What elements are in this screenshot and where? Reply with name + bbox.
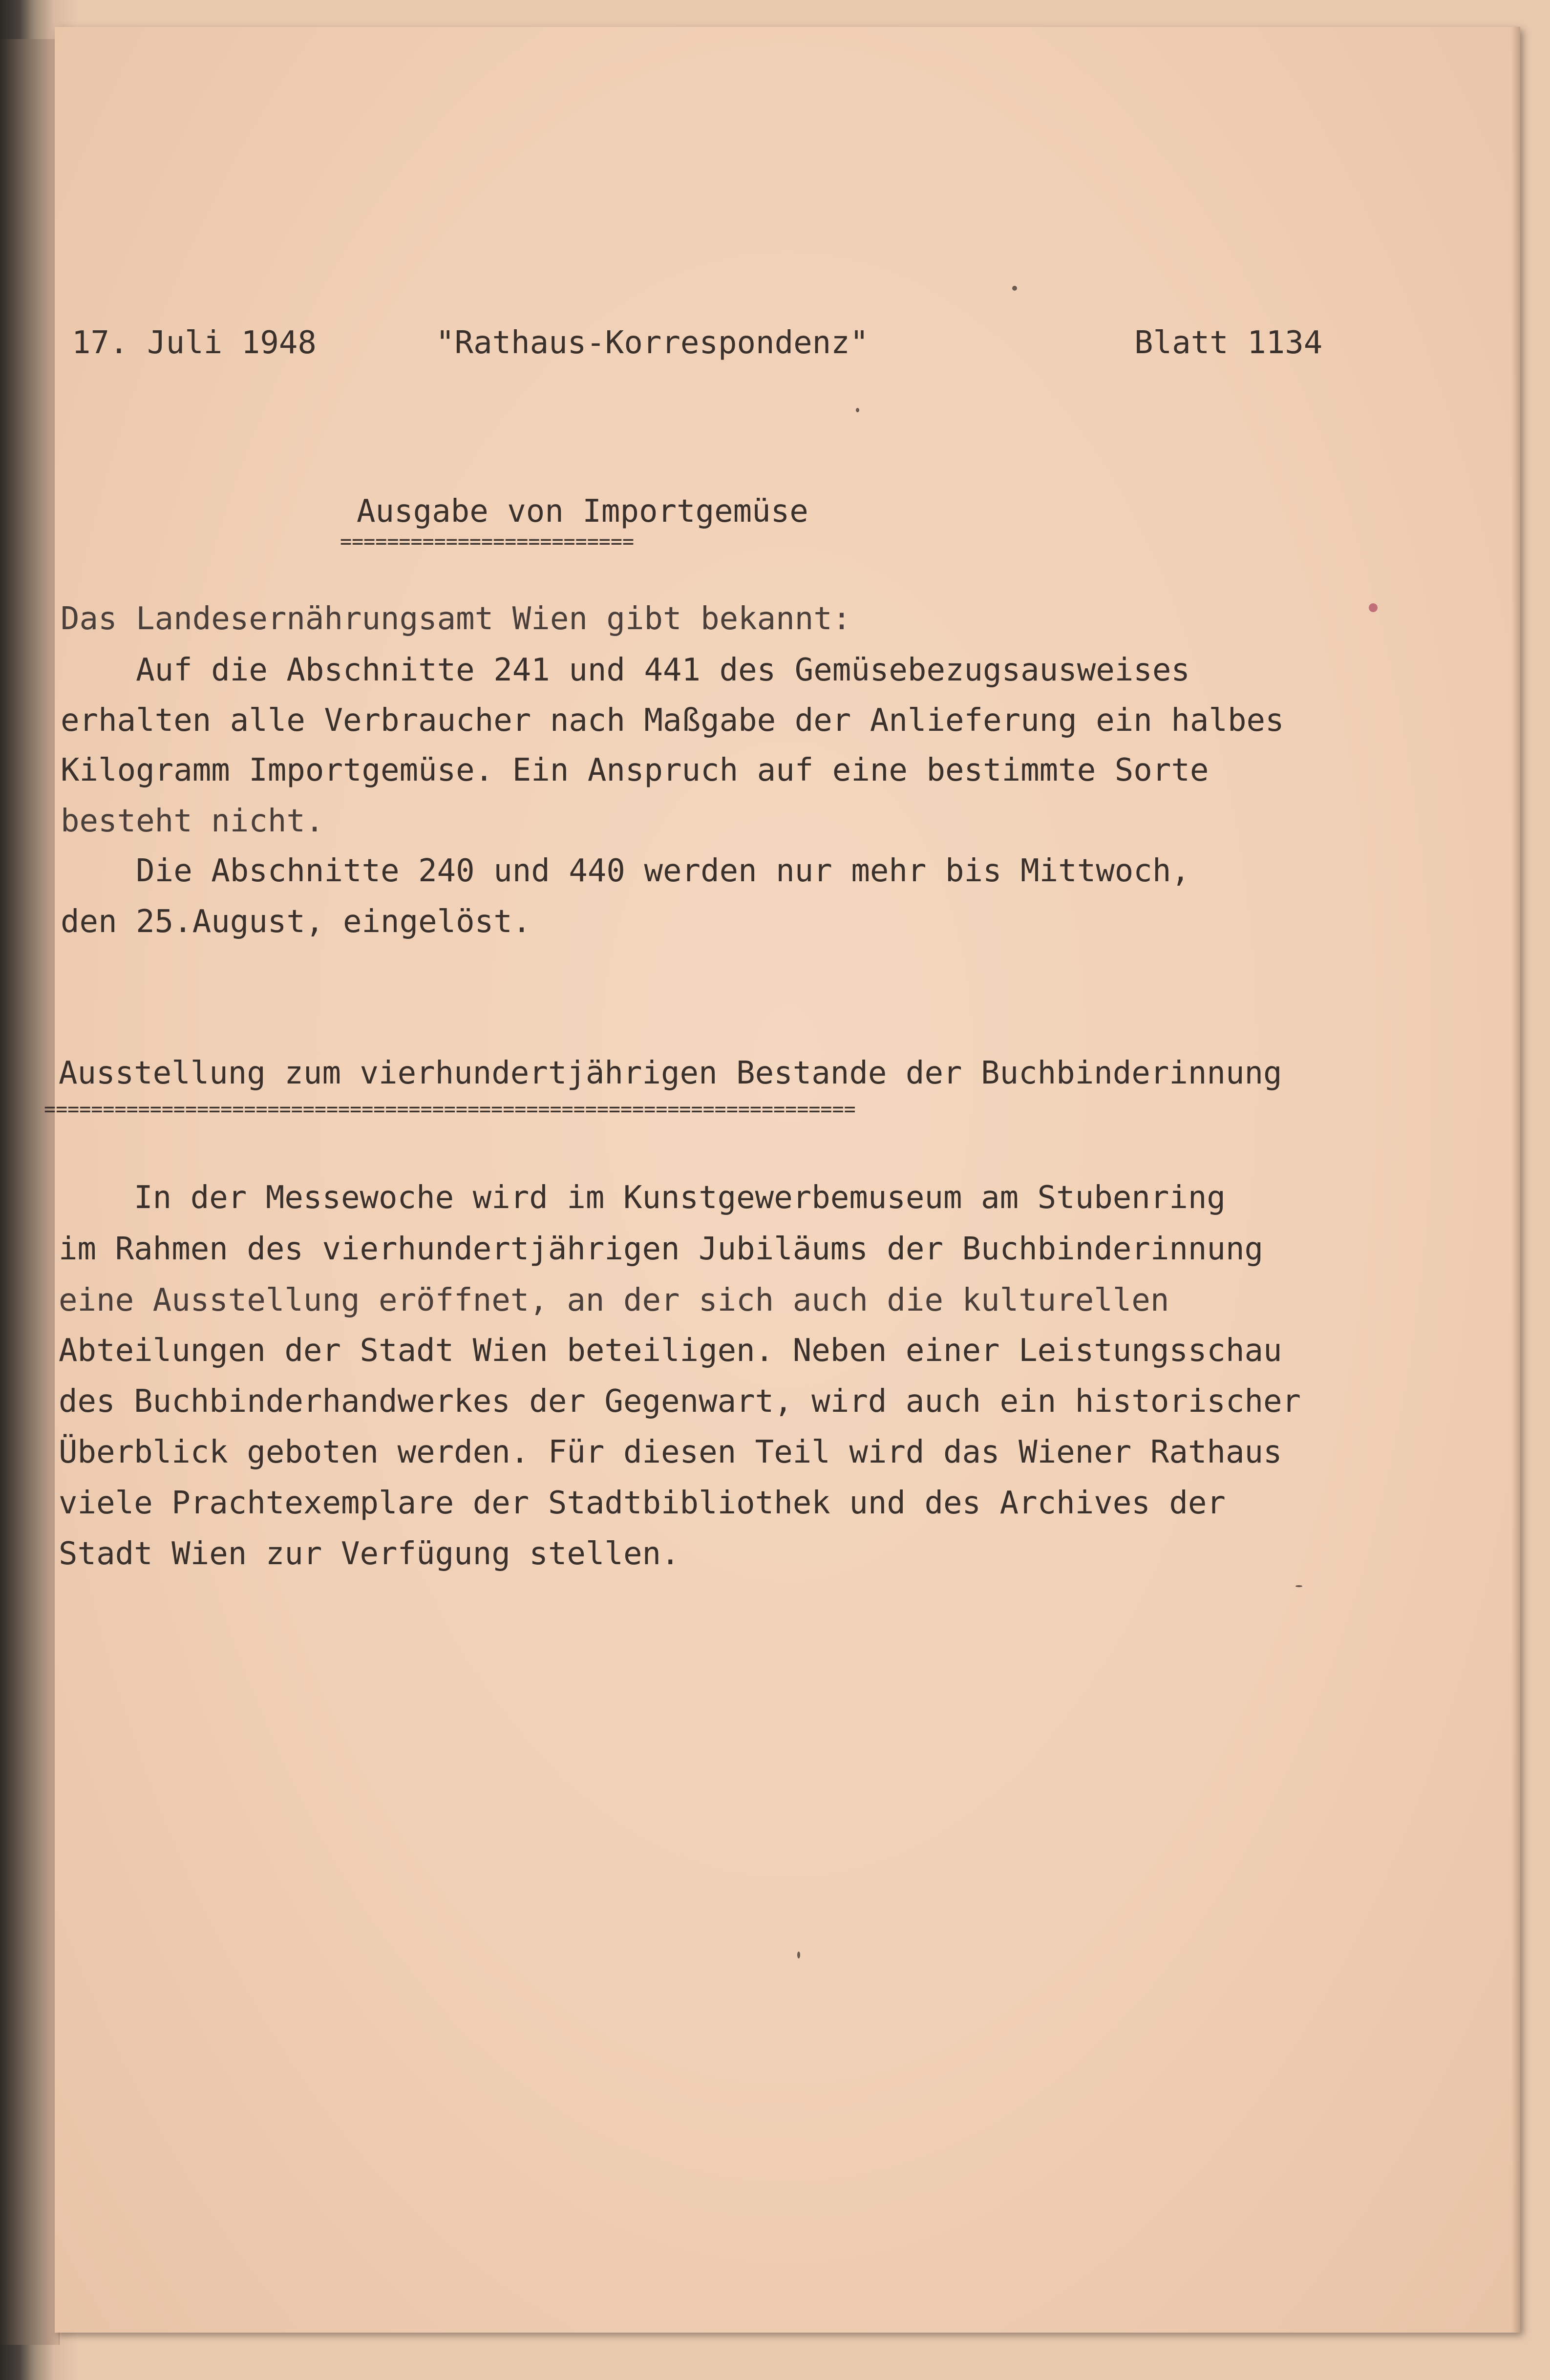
paper-speck [1012, 286, 1017, 291]
article2-line-7: viele Prachtexemplare der Stadtbibliothek und des Archives der [59, 1485, 1226, 1521]
document-page [44, 27, 1520, 2333]
article1-line-1: Das Landesernährungsamt Wien gibt bekannt: [61, 601, 851, 637]
header-sheet-number: Blatt 1134 [1134, 325, 1323, 361]
article2-line-4: Abteilungen der Stadt Wien beteiligen. Neben einer Leistungsschau [59, 1333, 1282, 1369]
paper-speck [797, 1952, 800, 1958]
article1-line-6: Die Abschnitte 240 und 440 werden nur mehr bis Mittwoch, [61, 853, 1190, 889]
previous-page-edge [0, 39, 60, 2345]
article1-line-2: Auf die Abschnitte 241 und 441 des Gemüsebezugsausweises [61, 652, 1190, 688]
article2-line-6: Überblick geboten werden. Für diesen Teil wird das Wiener Rathaus [59, 1434, 1282, 1470]
article1-title: Ausgabe von Importgemüse [357, 493, 808, 530]
page-edge-shadow [1511, 27, 1520, 2333]
article2-line-3: eine Ausstellung eröffnet, an der sich auch die kulturellen [59, 1282, 1169, 1318]
article2-title-underline: ===================================================================== [44, 1100, 856, 1119]
article2-line-2: im Rahmen des vierhundertjährigen Jubiläums der Buchbinderinnung [59, 1231, 1263, 1267]
header-date: 17. Juli 1948 [72, 325, 317, 361]
article1-line-4: Kilogramm Importgemüse. Ein Anspruch auf eine bestimmte Sorte [61, 752, 1209, 788]
article2-title: Ausstellung zum vierhundertjährigen Bestande der Buchbinderinnung [59, 1055, 1282, 1091]
article2-line-1: In der Messewoche wird im Kunstgewerbemuseum am Stubenring [59, 1180, 1226, 1216]
article1-line-3: erhalten alle Verbraucher nach Maßgabe der Anlieferung ein halbes [61, 702, 1284, 739]
paper-speck [856, 408, 859, 412]
paper-speck [1295, 1585, 1302, 1587]
article2-line-8: Stadt Wien zur Verfügung stellen. [59, 1536, 680, 1572]
header-publication: "Rathaus-Korrespondenz" [436, 325, 869, 361]
article1-line-5: besteht nicht. [61, 803, 324, 839]
article1-title-underline: ========================= [340, 532, 635, 552]
paper-speck [1369, 603, 1378, 612]
article1-line-7: den 25.August, eingelöst. [61, 904, 531, 940]
article2-line-5: des Buchbinderhandwerkes der Gegenwart, wird auch ein historischer [59, 1383, 1301, 1420]
